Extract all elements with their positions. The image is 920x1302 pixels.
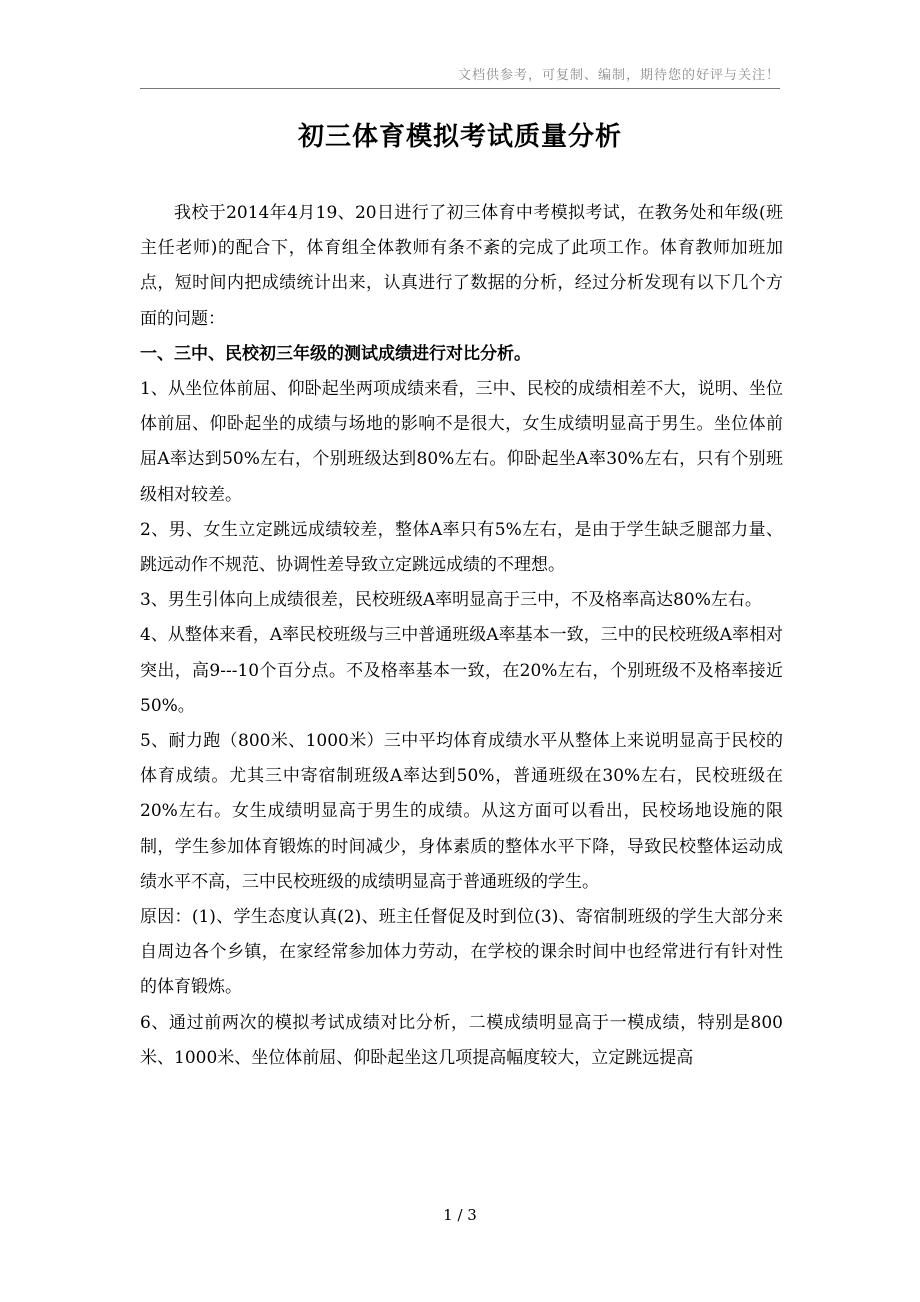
analysis-item-5: 5、耐力跑（800米、1000米）三中平均体育成绩水平从整体上来说明显高于民校的体育成绩。尤其三中寄宿制班级A率达到50%，普通班级在30%左右，民校班级在20%左右。女生成绩明显高于男生的成绩。从这方面可以看出，民校场地设施的限制，学生参加体育锻炼的时间减少，身体素质的整体水平下降，导致民校整体运动成绩水平不高，三中民校班级的成绩明显高于普通班级的学生。 xyxy=(140,731,783,892)
section-heading: 一、三中、民校初三年级的测试成绩进行对比分析。 xyxy=(140,343,531,364)
reasons-paragraph: 原因：(1)、学生态度认真(2)、班主任督促及时到位(3)、寄宿制班级的学生大部分来自周边各个乡镇，在家经常参加体力劳动，在学校的课余时间中也经常进行有针对性的体育锻炼。 xyxy=(140,907,783,998)
document-body xyxy=(140,196,783,1076)
header-note: 文档供参考，可复制、编制，期待您的好评与关注！ xyxy=(457,68,780,83)
header-divider xyxy=(140,88,780,89)
analysis-item-2: 2、男、女生立定跳远成绩较差，整体A率只有5%左右，是由于学生缺乏腿部力量、跳远动作不规范、协调性差导致立定跳远成绩的不理想。 xyxy=(140,519,783,576)
analysis-item-4: 4、从整体来看，A率民校班级与三中普通班级A率基本一致，三中的民校班级A率相对突出，高9---10个百分点。不及格率基本一致，在20%左右，个别班级不及格率接近50%。 xyxy=(140,625,783,716)
analysis-item-1: 1、从坐位体前屈、仰卧起坐两项成绩来看，三中、民校的成绩相差不大，说明、坐位体前屈、仰卧起坐的成绩与场地的影响不是很大，女生成绩明显高于男生。坐位体前屈A率达到50%左右，个别班级达到80%左右。仰卧起坐A率30%左右，只有个别班级相对较差。 xyxy=(140,379,783,505)
analysis-item-6: 6、通过前两次的模拟考试成绩对比分析，二模成绩明显高于一模成绩，特别是800米、1000米、坐位体前屈、仰卧起坐这几项提高幅度较大，立定跳远提高 xyxy=(140,1012,783,1068)
document-title: 初三体育模拟考试质量分析 xyxy=(297,122,622,152)
analysis-item-3: 3、男生引体向上成绩很差，民校班级A率明显高于三中，不及格率高达80%左右。 xyxy=(140,590,762,611)
intro-paragraph: 我校于2014年4月19、20日进行了初三体育中考模拟考试，在教务处和年级(班主任老师)的配合下，体育组全体教师有条不紊的完成了此项工作。体育教师加班加点，短时间内把成绩统计出来，认真进行了数据的分析，经过分析发现有以下几个方面的问题： xyxy=(140,203,783,329)
page-number: 1 / 3 xyxy=(443,1206,477,1224)
